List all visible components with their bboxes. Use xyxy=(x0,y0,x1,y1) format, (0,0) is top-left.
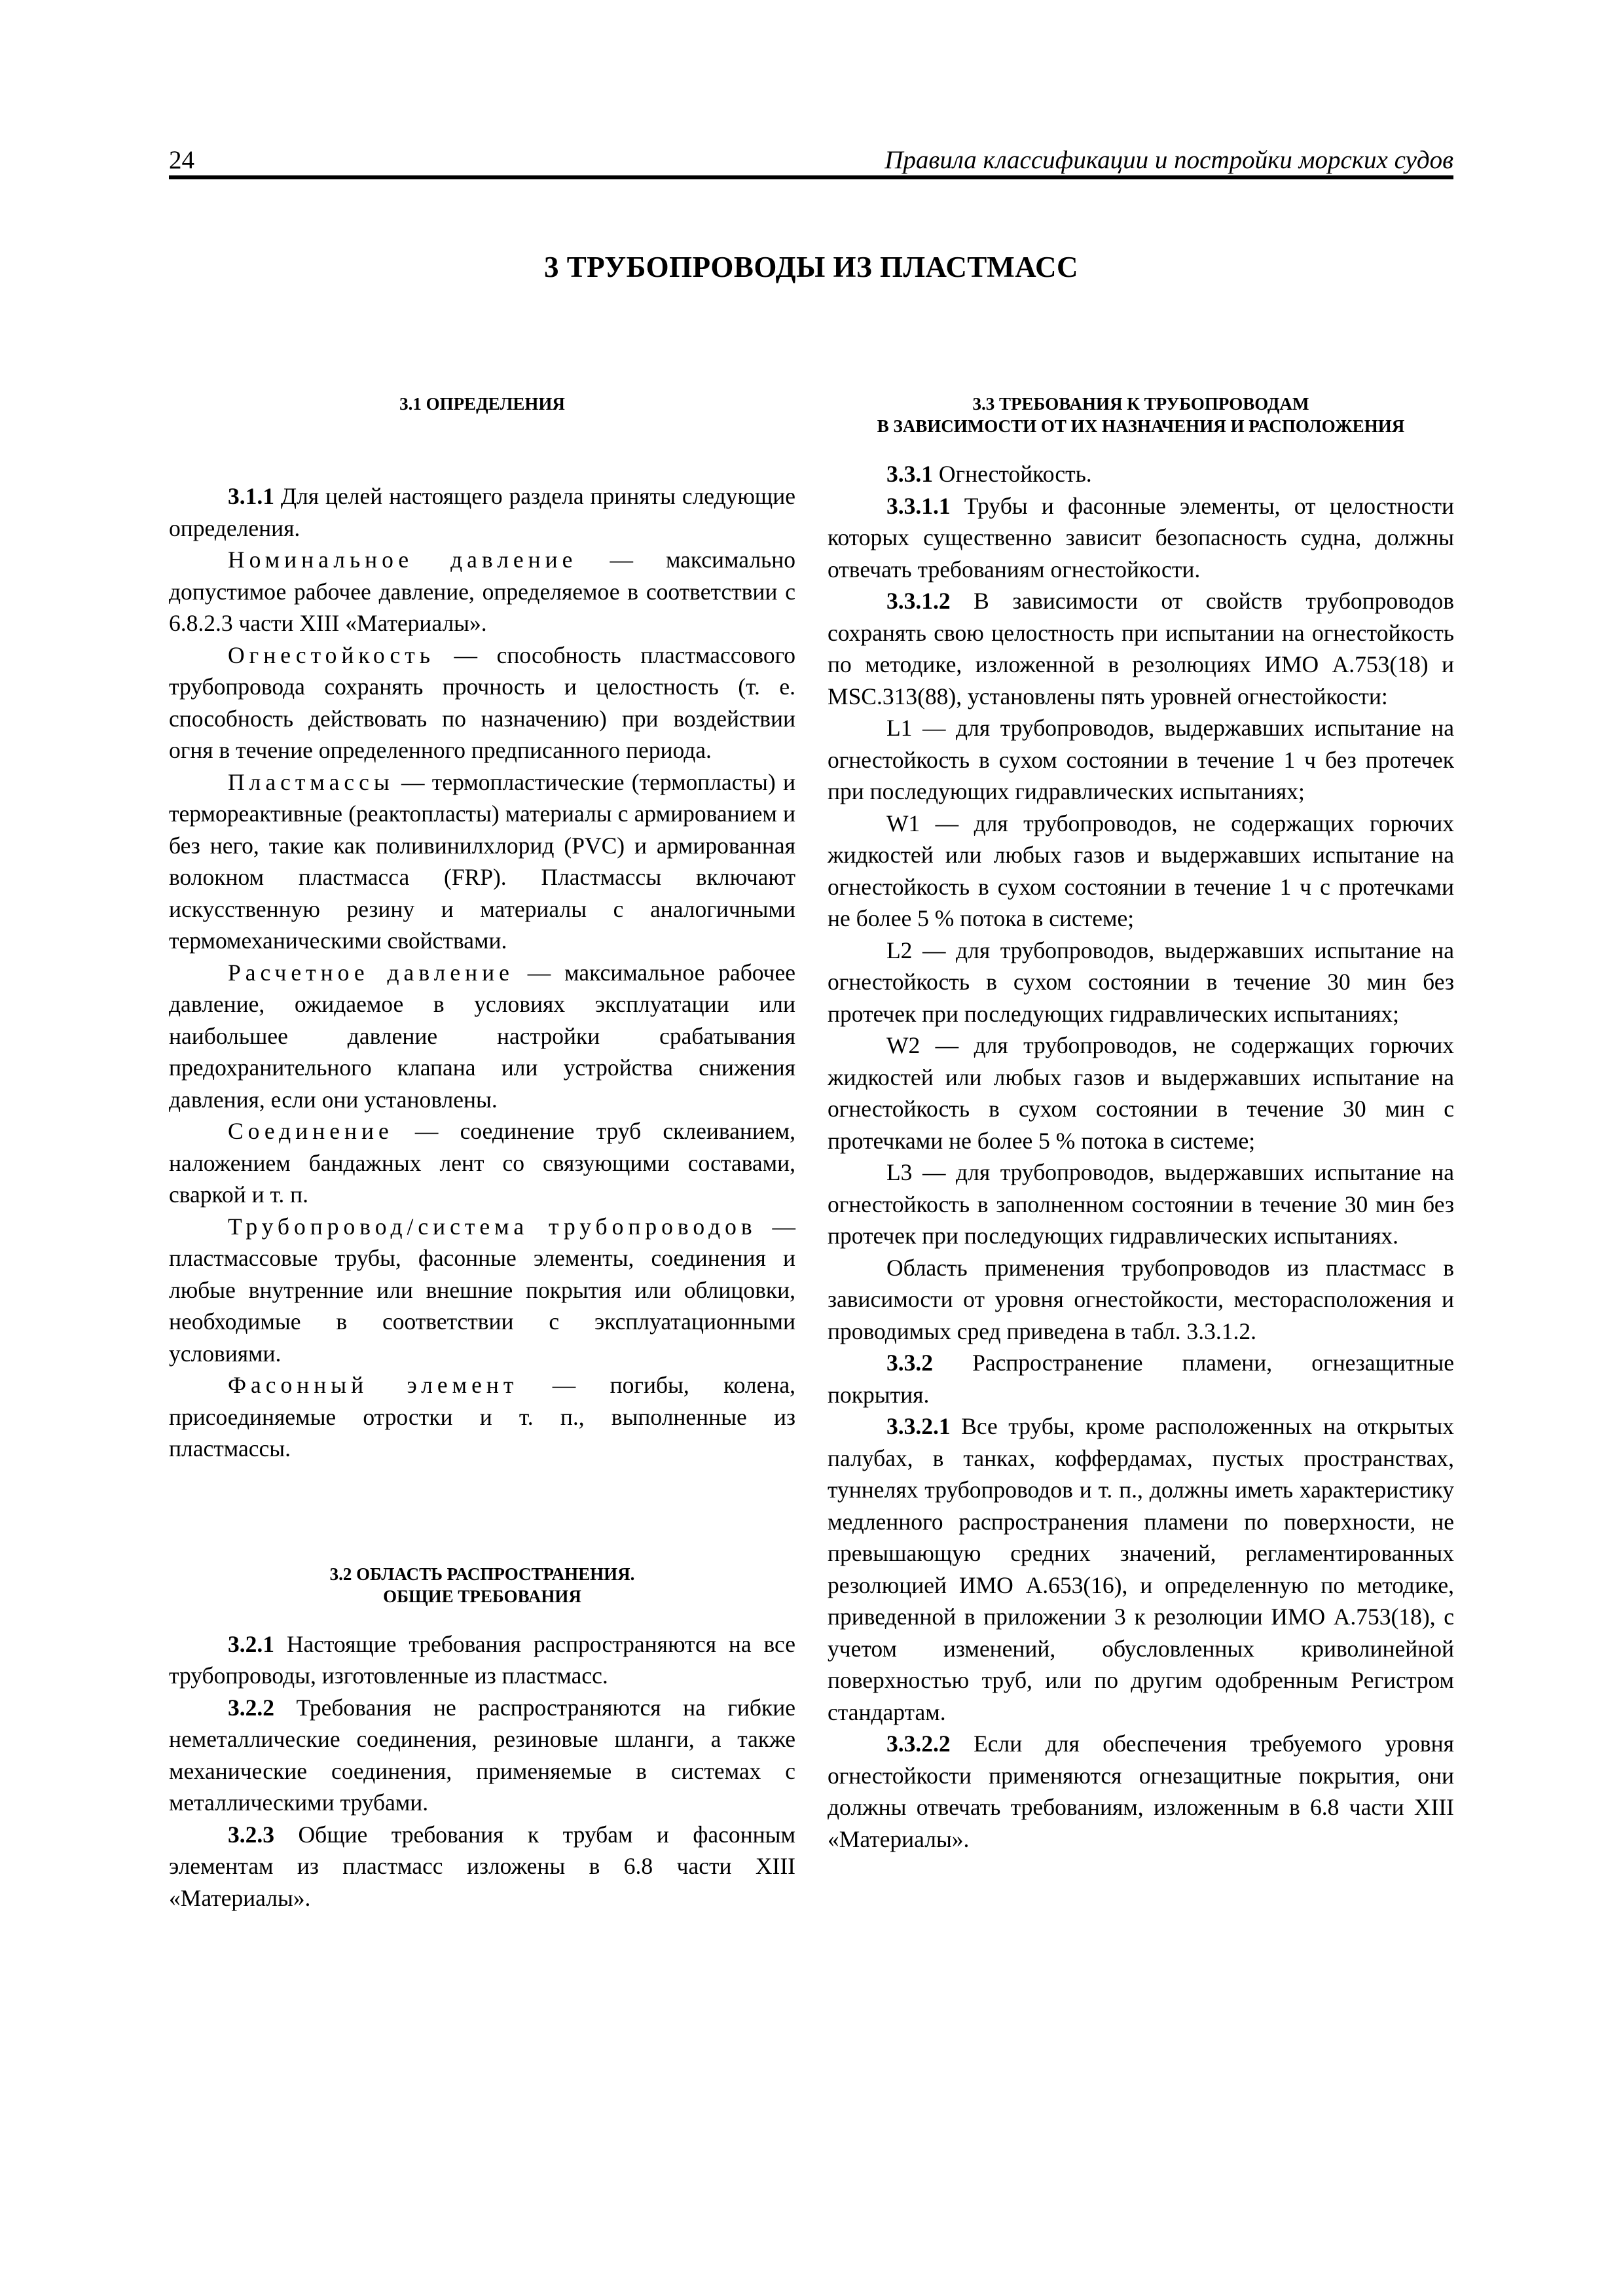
paragraph-3-3-2-2: 3.3.2.2 Если для обеспечения требуемого уровня огнестойкости применяются огнезащитные покрытия, они должны отвечать требованиям, изложенным в 6.8 части XIII «Материалы». xyxy=(828,1731,1454,1852)
definition-term: Расчетное давление xyxy=(228,959,514,986)
definition-fire-resistance: Огнестойкость — способность пластмассового трубопровода сохранять прочность и целостность (т. е. способность действовать по назначению) при воздействии огня в течение определенного предписанного периода. xyxy=(169,641,795,763)
running-title: Правила классификации и постройки морских судов xyxy=(884,146,1453,174)
clause-number: 3.3.1.1 xyxy=(886,492,951,519)
clause-number: 3.2.2 xyxy=(228,1694,274,1721)
scope-paragraph: Область применения трубопроводов из пластмасс в зависимости от уровня огнестойкости, месторасположения и проводимых сред приведена в табл. 3.3.1.2. xyxy=(828,1254,1454,1344)
paragraph-3-3-1-2: 3.3.1.2 В зависимости от свойств трубопроводов сохранять свою целостность при испытании на огнестойкость по методике, изложенной в резолюциях ИМО A.753(18) и MSC.313(88), установлены пять уровней огнестойкости: xyxy=(828,588,1454,709)
page-number: 24 xyxy=(169,146,194,174)
header-rule xyxy=(169,175,1453,179)
paragraph-3-2-3: 3.2.3 Общие требования к трубам и фасонным элементам из пластмасс изложены в 6.8 части XIII «Материалы». xyxy=(169,1821,795,1911)
right-column xyxy=(828,393,1454,1855)
chapter-title: 3 ТРУБОПРОВОДЫ ИЗ ПЛАСТМАСС xyxy=(544,251,1078,283)
definition-nominal-pressure: Номинальное давление — максимально допустимое рабочее давление, определяемое в соответствии с 6.8.2.3 части XIII «Материалы». xyxy=(169,547,795,636)
fire-level-l2: L2 — для трубопроводов, выдержавших испытание на огнестойкость в сухом состоянии в течение 30 мин без протечек при последующих гидравлических испытаниях; xyxy=(828,937,1454,1027)
fire-level-l3: L3 — для трубопроводов, выдержавших испытание на огнестойкость в заполненном состоянии в течение 30 мин без протечек при последующих гидравлических испытаниях. xyxy=(828,1159,1454,1249)
definition-term: Соединение xyxy=(228,1118,393,1144)
definition-term: Фасонный элемент xyxy=(228,1372,519,1398)
clause-number: 3.3.2 xyxy=(886,1350,933,1376)
definition-joint: Соединение — соединение труб склеиванием, наложением бандажных лент со связующими составами, сваркой и т. п. xyxy=(169,1118,795,1208)
paragraph-3-2-1: 3.2.1 Настоящие требования распространяются на все трубопроводы, изготовленные из пластмасс. xyxy=(169,1630,795,1689)
paragraph-3-3-1-1: 3.3.1.1 Трубы и фасонные элементы, от целостности которых существенно зависит безопасность судна, должны отвечать требованиям огнестойкости. xyxy=(828,492,1454,583)
paragraph-3-3-2: 3.3.2 Распространение пламени, огнезащитные покрытия. xyxy=(828,1350,1454,1408)
section-heading-3-1: 3.1 ОПРЕДЕЛЕНИЯ xyxy=(399,394,565,414)
page-header xyxy=(169,145,1453,179)
paragraph-3-3-2-1: 3.3.2.1 Все трубы, кроме расположенных на открытых палубах, в танках, коффердамах, пустых пространствах, туннелях трубопроводов и т. п., должны иметь характеристику медленного распространения пламени по поверхности, не превышающую средних значений, регламентированных резолюцией ИМО A.653(16), и определенную по методике, приведенной в приложении 3 к резолюции ИМО A.753(18), с учетом изменений, обусловленных криволинейной поверхностью труб, или по другим одобренным Регистром стандартам. xyxy=(828,1413,1454,1725)
clause-number: 3.3.1 xyxy=(886,461,933,487)
clause-number: 3.3.2.1 xyxy=(886,1413,951,1439)
clause-number: 3.3.2.2 xyxy=(886,1731,951,1757)
clause-number: 3.1.1 xyxy=(228,483,274,509)
definition-plastics: Пластмассы — термопластические (термопласты) и термореактивные (реактопласты) материалы с армированием и без него, такие как поливинилхлорид (PVC) и армированная волокном пластмасса (FRP). Пластмассы включают искусственную резину и материалы с аналогичными термомеханическими свойствами. xyxy=(169,768,795,954)
clause-number: 3.3.1.2 xyxy=(886,588,951,614)
left-column xyxy=(169,393,795,1914)
clause-number: 3.2.1 xyxy=(228,1630,274,1657)
section-heading-3-3: 3.3 ТРЕБОВАНИЯ К ТРУБОПРОВОДАМ В ЗАВИСИМОСТИ ОТ ИХ НАЗНАЧЕНИЯ И РАСПОЛОЖЕНИЯ xyxy=(877,394,1405,436)
fire-level-l1: L1 — для трубопроводов, выдержавших испытание на огнестойкость в сухом состоянии в течение 1 ч без протечек при последующих гидравлических испытаниях; xyxy=(828,715,1454,804)
definition-term: Огнестойкость xyxy=(228,641,435,668)
definition-term: Номинальное давление xyxy=(228,547,577,573)
definition-term: Пластмассы xyxy=(228,768,394,795)
definition-design-pressure: Расчетное давление — максимальное рабочее давление, ожидаемое в условиях эксплуатации или наибольшее давление настройки срабатывания предохранительного клапана или устройства снижения давления, если они установлены. xyxy=(169,959,796,1113)
section-heading-3-2: 3.2 ОБЛАСТЬ РАСПРОСТРАНЕНИЯ. ОБЩИЕ ТРЕБОВАНИЯ xyxy=(329,1564,635,1606)
paragraph-3-1-1: 3.1.1 Для целей настоящего раздела приняты следующие определения. xyxy=(169,483,795,541)
paragraph-3-2-2: 3.2.2 Требования не распространяются на гибкие неметаллические соединения, резиновые шланги, а также механические соединения, применяемые в системах с металлическими трубами. xyxy=(169,1694,795,1816)
fire-level-w2: W2 — для трубопроводов, не содержащих горючих жидкостей или любых газов и выдержавших испытание на огнестойкость в сухом состоянии в течение 30 мин с протечками не более 5 % потока в системе; xyxy=(828,1032,1454,1154)
paragraph-3-3-1: 3.3.1 Огнестойкость. xyxy=(886,461,1092,487)
clause-number: 3.2.3 xyxy=(228,1821,274,1848)
definition-piping-system: Трубопровод/система трубопроводов — пластмассовые трубы, фасонные элементы, соединения и любые внутренние или внешние покрытия или облицовки, необходимые в соответствии с эксплуатационными условиями. xyxy=(169,1213,795,1367)
fire-level-w1: W1 — для трубопроводов, не содержащих горючих жидкостей или любых газов и выдержавших испытание на огнестойкость в сухом состоянии в течение 1 ч с протечками не более 5 % потока в системе; xyxy=(828,810,1454,931)
definition-fitting: Фасонный элемент — погибы, колена, присоединяемые отростки и т. п., выполненные из пластмассы. xyxy=(169,1372,795,1462)
definition-term: Трубопровод/система трубопроводов xyxy=(228,1213,757,1240)
